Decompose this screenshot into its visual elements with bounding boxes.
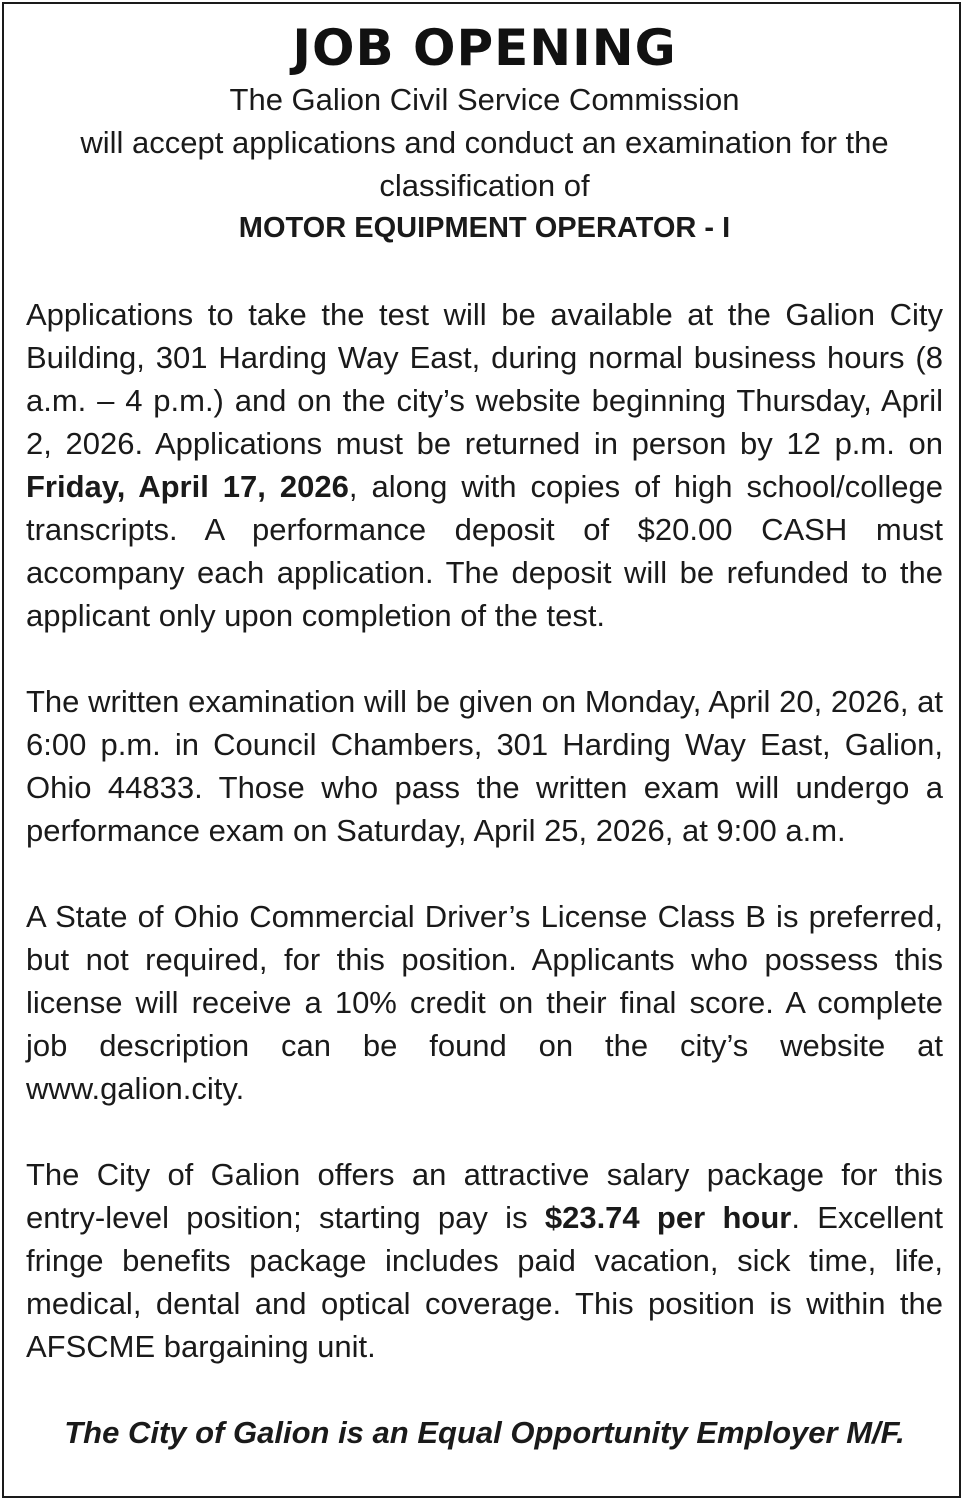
applications-paragraph — [26, 293, 943, 637]
application-deadline: Friday, April 17, 2026 — [26, 469, 349, 504]
starting-pay: $23.74 per hour — [544, 1200, 792, 1235]
salary-text-continued: . Excellent fringe benefits package includes paid vacation, sick time, life, medical, dental and optical coverage. This position is within the AFSCME bargaining unit. — [26, 1200, 943, 1364]
spacer — [26, 637, 943, 680]
examination-paragraph: The written examination will be given on Monday, April 20, 2026, at 6:00 p.m. in Council Chambers, 301 Harding Way East, Galion, Ohio 44833. Those who pass the written exam will undergo a performance exam on Saturday, April 25, 2026, at 9:00 a.m. — [26, 684, 943, 848]
salary-paragraph — [26, 1153, 943, 1368]
headline: JOB OPENING — [292, 19, 677, 77]
salary-text: The City of Galion offers an attractive salary package for this entry-level position; starting pay is — [26, 1157, 943, 1235]
job-ad-content — [26, 4, 943, 1454]
spacer — [26, 250, 943, 293]
applications-text: Applications to take the test will be available at the Galion City Building, 301 Harding Way East, during normal business hours (8 a.m. – 4 p.m.) and on the city’s website beginning Thursday, April 2, 2026. Applications must be returned in person by 12 p.m. on — [26, 297, 943, 461]
intro-statement: will accept applications and conduct an examination for the — [80, 125, 889, 160]
commission-name: The Galion Civil Service Commission — [229, 82, 740, 117]
position-title: MOTOR EQUIPMENT OPERATOR - I — [238, 212, 731, 244]
spacer — [26, 1368, 943, 1411]
spacer — [26, 1110, 943, 1153]
equal-opportunity-statement: The City of Galion is an Equal Opportunity Employer M/F. — [64, 1415, 905, 1450]
license-paragraph: A State of Ohio Commercial Driver’s License Class B is preferred, but not required, for this position. Applicants who possess this license will receive a 10% credit on their final score. A complete job description can be found on the city’s website at www.galion.city. — [26, 899, 943, 1106]
job-ad-frame — [2, 2, 961, 1498]
classification-label: classification of — [379, 168, 590, 203]
spacer — [26, 852, 943, 895]
applications-text-continued: , along with copies of high school/college transcripts. A performance deposit of $20.00 CASH must accompany each application. The deposit will be refunded to the applicant only upon completion of the test. — [26, 469, 943, 633]
